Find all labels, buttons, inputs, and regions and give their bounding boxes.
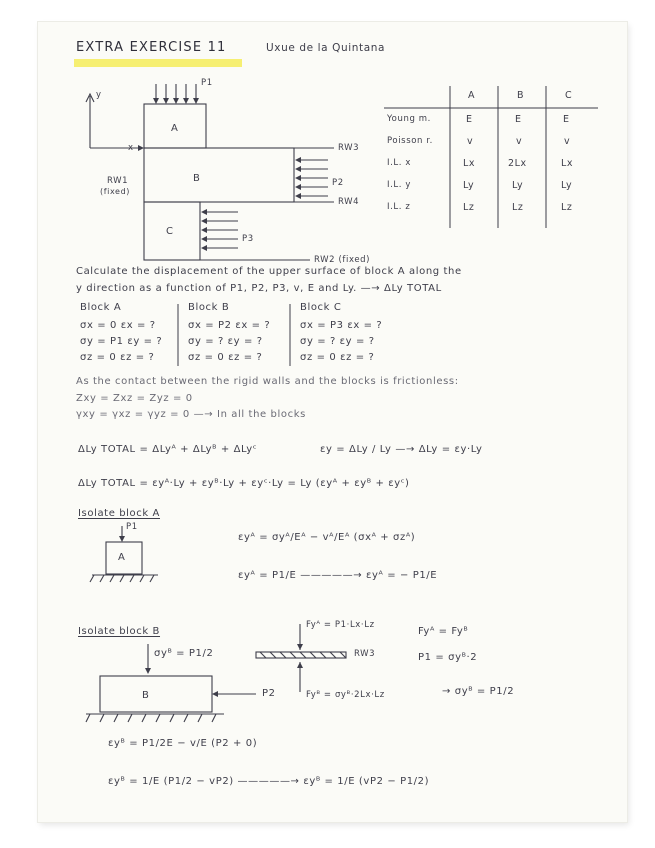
wall-rw3-label: RW3: [338, 143, 360, 153]
table-header-a: A: [468, 90, 476, 101]
table-cell: Lz: [561, 202, 573, 213]
block-b-stress: σz = 0 εz = ?: [188, 352, 263, 363]
isolate-b-stress: σyᴮ = P1/2: [154, 648, 214, 659]
table-row-label: I.L. x: [387, 158, 411, 168]
wall-rw4-label: RW4: [338, 197, 360, 207]
block-a-stress: σx = 0 εx = ?: [80, 320, 156, 331]
author-name: Uxue de la Quintana: [266, 42, 386, 54]
table-cell: Lx: [561, 158, 574, 169]
table-cell: v: [564, 136, 571, 147]
wall-rw2-label: RW2 (fixed): [314, 255, 371, 265]
block-c-title: Block C: [300, 302, 342, 313]
force-a: Fyᴬ = P1·Lx·Lz: [306, 620, 375, 630]
eq-result: → σyᴮ = P1/2: [442, 686, 515, 697]
wall-rw1-note: (fixed): [100, 187, 130, 196]
block-diagram: [72, 70, 402, 280]
table-cell: E: [466, 114, 473, 125]
isolate-a-eq2: εyᴬ = P1/E —————→ εyᴬ = − P1/E: [238, 570, 438, 581]
isolate-a-load: P1: [126, 522, 138, 532]
isolate-a-heading: Isolate block A: [78, 508, 160, 519]
table-header-c: C: [565, 90, 573, 101]
table-cell: Lx: [463, 158, 476, 169]
table-row-label: Poisson r.: [387, 136, 433, 146]
load-p3-label: P3: [242, 234, 254, 244]
final-eq-2: εyᴮ = 1/E (P1/2 − vP2) —————→ εyᴮ = 1/E (vP2 − P1/2): [108, 776, 430, 787]
equation-total: ΔLy TOTAL = ΔLyᴬ + ΔLyᴮ + ΔLyᶜ: [78, 444, 258, 455]
exercise-title: EXTRA EXERCISE 11: [76, 40, 227, 55]
isolate-a-eq1: εyᴬ = σyᴬ/Eᴬ − vᴬ/Eᴬ (σxᴬ + σzᴬ): [238, 532, 416, 543]
table-cell: E: [515, 114, 522, 125]
contact-line-1: As the contact between the rigid walls and the blocks is frictionless:: [76, 376, 459, 387]
equation-total-expanded: ΔLy TOTAL = εyᴬ·Ly + εyᴮ·Ly + εyᶜ·Ly = Ly (εyᴬ + εyᴮ + εyᶜ): [78, 478, 410, 489]
block-b-title: Block B: [188, 302, 230, 313]
table-row-label: Young m.: [387, 114, 431, 124]
block-separators: [176, 304, 416, 374]
table-cell: Ly: [561, 180, 573, 191]
block-b-stress: σy = ? εy = ?: [188, 336, 263, 347]
load-p2-label: P2: [332, 178, 344, 188]
eq-force-balance: Fyᴬ = Fyᴮ: [418, 626, 469, 637]
table-cell: Ly: [512, 180, 524, 191]
table-row-label: I.L. z: [387, 202, 411, 212]
problem-line-2: y direction as a function of P1, P2, P3, v, E and Ly. —→ ΔLy TOTAL: [76, 283, 442, 294]
table-cell: v: [516, 136, 523, 147]
table-cell: v: [467, 136, 474, 147]
table-cell: Ly: [463, 180, 475, 191]
table-cell: Lz: [463, 202, 475, 213]
block-c-stress: σx = P3 εx = ?: [300, 320, 383, 331]
block-a-stress: σz = 0 εz = ?: [80, 352, 155, 363]
isolate-b-heading: Isolate block B: [78, 626, 161, 637]
equation-strain: εy = ΔLy / Ly —→ ΔLy = εy·Ly: [320, 444, 483, 455]
block-a-title: Block A: [80, 302, 122, 313]
table-row-label: I.L. y: [387, 180, 411, 190]
force-b: Fyᴮ = σyᴮ·2Lx·Lz: [306, 690, 385, 700]
block-b-stress: σx = P2 εx = ?: [188, 320, 271, 331]
isolate-b-load: P2: [262, 688, 276, 699]
contact-line-2: Zxy = Zxz = Zyz = 0: [76, 393, 193, 404]
block-c-stress: σy = ? εy = ?: [300, 336, 375, 347]
table-header-b: B: [517, 90, 525, 101]
table-cell: 2Lx: [508, 158, 527, 169]
rw3-label: RW3: [354, 649, 376, 659]
y-axis-label: y: [96, 90, 102, 100]
final-eq-1: εyᴮ = P1/2E − v/E (P2 + 0): [108, 738, 258, 749]
block-c-label: C: [166, 226, 174, 237]
x-axis-label: x: [128, 143, 134, 153]
notebook-page: [38, 22, 627, 822]
isolate-a-block: A: [118, 552, 126, 563]
isolate-a-sketch: [76, 522, 186, 592]
problem-line-1: Calculate the displacement of the upper surface of block A along the: [76, 266, 462, 277]
block-b-label: B: [193, 173, 201, 184]
isolate-b-block: B: [142, 690, 150, 701]
load-p1-label: P1: [201, 78, 213, 88]
block-a-label: A: [171, 123, 179, 134]
title-highlight: [74, 59, 242, 67]
block-c-stress: σz = 0 εz = ?: [300, 352, 375, 363]
wall-rw1-label: RW1: [107, 176, 129, 186]
block-a-stress: σy = P1 εy = ?: [80, 336, 163, 347]
table-cell: E: [563, 114, 570, 125]
table-cell: Lz: [512, 202, 524, 213]
contact-line-3: γxy = γxz = γyz = 0 —→ In all the blocks: [76, 409, 306, 420]
eq-pressure: P1 = σyᴮ·2: [418, 652, 478, 663]
